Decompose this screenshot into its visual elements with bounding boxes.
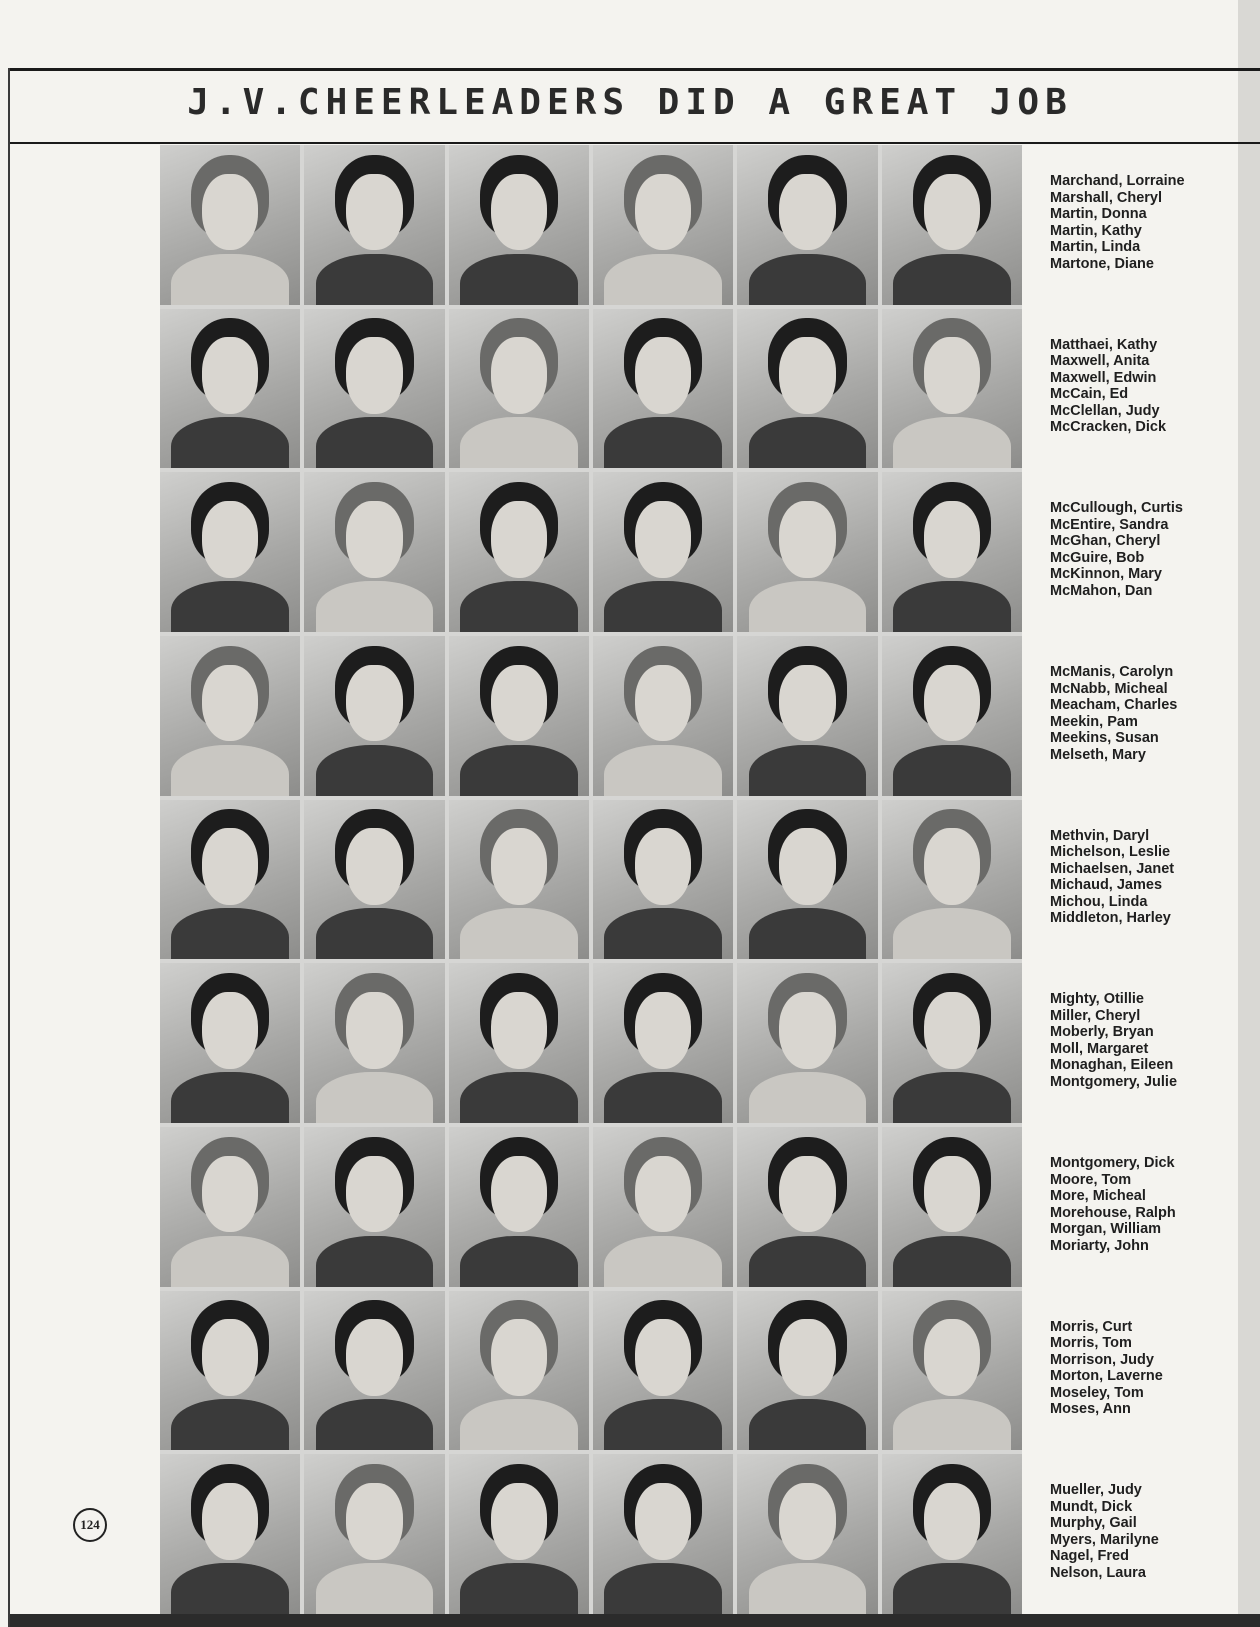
student-portrait: [304, 963, 444, 1123]
student-portrait: [737, 800, 877, 960]
student-portrait: [304, 636, 444, 796]
page-title: J.V.CHEERLEADERS DID A GREAT JOB: [187, 82, 1073, 123]
portrait-body: [171, 581, 289, 632]
row-name-list: [1050, 991, 1240, 1090]
student-name: McCracken, Dick: [1050, 419, 1167, 436]
portrait-body: [604, 581, 722, 632]
student-name: Montgomery, Dick: [1050, 1155, 1175, 1171]
portrait-face: [346, 501, 402, 578]
page-right-edge: [1238, 0, 1260, 1627]
portrait-face: [924, 1319, 980, 1396]
student-portrait: [449, 472, 589, 632]
portrait-body: [316, 417, 434, 468]
page-number: 124: [73, 1508, 107, 1542]
student-portrait: [160, 800, 300, 960]
portrait-face: [779, 1156, 835, 1233]
student-name: Murphy, Gail: [1050, 1515, 1137, 1532]
student-name: Michaud, James: [1050, 877, 1163, 894]
student-portrait: [737, 309, 877, 469]
student-name: McCain, Ed: [1050, 386, 1129, 403]
portrait-body: [604, 1563, 722, 1614]
portrait-body: [171, 1399, 289, 1450]
student-name: McMahon, Dan: [1050, 582, 1153, 599]
student-portrait: [737, 963, 877, 1123]
row-name-list: [1050, 500, 1240, 599]
student-name: Meacham, Charles: [1050, 697, 1178, 713]
portrait-body: [893, 1563, 1011, 1614]
portrait-grid: [160, 145, 1022, 1614]
student-name: Mueller, Judy: [1050, 1482, 1142, 1499]
portrait-face: [924, 828, 980, 905]
student-name: Miller, Cheryl: [1050, 1007, 1141, 1024]
portrait-face: [491, 501, 547, 578]
portrait-face: [924, 1483, 980, 1560]
student-name: Martin, Kathy: [1050, 222, 1142, 239]
portrait-body: [893, 908, 1011, 959]
student-name: Morehouse, Ralph: [1050, 1204, 1176, 1221]
student-name: Maxwell, Anita: [1050, 353, 1150, 370]
student-name: McManis, Carolyn: [1050, 664, 1174, 680]
student-portrait: [737, 1291, 877, 1451]
student-name: Methvin, Daryl: [1050, 827, 1150, 844]
portrait-body: [749, 1072, 867, 1123]
portrait-face: [202, 828, 258, 905]
portrait-body: [171, 1072, 289, 1123]
portrait-body: [460, 1399, 578, 1450]
portrait-face: [202, 1156, 258, 1233]
portrait-face: [635, 1483, 691, 1560]
portrait-face: [202, 1319, 258, 1396]
row-name-list: [1050, 173, 1240, 272]
student-portrait: [593, 800, 733, 960]
portrait-face: [202, 1483, 258, 1560]
student-portrait: [160, 963, 300, 1123]
portrait-body: [749, 1399, 867, 1450]
student-portrait: [304, 1291, 444, 1451]
student-name: Matthaei, Kathy: [1050, 336, 1158, 353]
student-portrait: [304, 1454, 444, 1614]
portrait-face: [202, 665, 258, 742]
portrait-face: [924, 992, 980, 1069]
student-portrait: [304, 472, 444, 632]
student-portrait: [449, 1127, 589, 1287]
portrait-face: [491, 828, 547, 905]
student-portrait: [160, 145, 300, 305]
student-name: Meekin, Pam: [1050, 713, 1138, 730]
student-name: Melseth, Mary: [1050, 746, 1146, 763]
student-name: Myers, Marilyne: [1050, 1531, 1159, 1548]
student-name: Martin, Linda: [1050, 239, 1141, 255]
portrait-body: [893, 1236, 1011, 1287]
student-portrait: [593, 636, 733, 796]
student-portrait: [160, 1127, 300, 1287]
portrait-face: [491, 337, 547, 414]
portrait-face: [635, 501, 691, 578]
student-name: Marshall, Cheryl: [1050, 189, 1163, 206]
portrait-face: [924, 1156, 980, 1233]
student-name: McGhan, Cheryl: [1050, 533, 1161, 550]
portrait-body: [460, 1236, 578, 1287]
student-portrait: [882, 963, 1022, 1123]
portrait-body: [171, 254, 289, 305]
portrait-body: [460, 581, 578, 632]
student-portrait: [160, 1454, 300, 1614]
student-name: Mundt, Dick: [1050, 1498, 1133, 1515]
portrait-face: [924, 337, 980, 414]
portrait-face: [346, 174, 402, 251]
portrait-face: [779, 501, 835, 578]
portrait-body: [604, 254, 722, 305]
portrait-face: [635, 337, 691, 414]
student-name: Morton, Laverne: [1050, 1368, 1163, 1385]
portrait-face: [635, 174, 691, 251]
portrait-body: [749, 908, 867, 959]
student-portrait: [737, 1454, 877, 1614]
portrait-body: [604, 908, 722, 959]
portrait-face: [491, 665, 547, 742]
page-left-edge: [8, 68, 10, 1627]
portrait-body: [893, 581, 1011, 632]
page-bottom-shadow: [10, 1614, 1260, 1627]
portrait-face: [346, 337, 402, 414]
portrait-body: [316, 745, 434, 796]
student-portrait: [882, 145, 1022, 305]
portrait-body: [749, 254, 867, 305]
portrait-face: [779, 1483, 835, 1560]
portrait-body: [604, 1399, 722, 1450]
student-portrait: [882, 1127, 1022, 1287]
student-name: Middleton, Harley: [1050, 910, 1171, 927]
student-portrait: [593, 1291, 733, 1451]
row-name-list: [1050, 1482, 1240, 1581]
portrait-body: [749, 581, 867, 632]
portrait-body: [316, 1236, 434, 1287]
student-portrait: [593, 963, 733, 1123]
portrait-face: [491, 1319, 547, 1396]
portrait-body: [460, 908, 578, 959]
portrait-face: [346, 1319, 402, 1396]
portrait-face: [346, 665, 402, 742]
student-portrait: [160, 636, 300, 796]
student-portrait: [160, 472, 300, 632]
portrait-body: [460, 417, 578, 468]
student-name: More, Micheal: [1050, 1188, 1146, 1204]
portrait-body: [893, 417, 1011, 468]
student-name: Morris, Curt: [1050, 1318, 1133, 1335]
portrait-body: [604, 745, 722, 796]
student-portrait: [593, 1127, 733, 1287]
student-name: McEntire, Sandra: [1050, 516, 1169, 533]
student-portrait: [304, 1127, 444, 1287]
row-name-list: [1050, 337, 1240, 436]
title-bottom-rule: [10, 142, 1260, 144]
portrait-face: [202, 174, 258, 251]
student-name: Nelson, Laura: [1050, 1564, 1146, 1581]
student-portrait: [304, 800, 444, 960]
portrait-body: [893, 745, 1011, 796]
student-name: Mighty, Otillie: [1050, 991, 1144, 1008]
student-name: Michou, Linda: [1050, 893, 1148, 910]
portrait-body: [316, 908, 434, 959]
student-portrait: [449, 963, 589, 1123]
row-name-list: [1050, 828, 1240, 927]
student-name: Moore, Tom: [1050, 1171, 1132, 1188]
row-name-list: [1050, 1319, 1240, 1418]
portrait-face: [635, 828, 691, 905]
student-name: Marchand, Lorraine: [1050, 173, 1185, 189]
portrait-body: [171, 745, 289, 796]
student-portrait: [449, 145, 589, 305]
student-portrait: [737, 472, 877, 632]
student-name: Martin, Donna: [1050, 206, 1147, 222]
portrait-body: [171, 1236, 289, 1287]
student-name: Monaghan, Eileen: [1050, 1057, 1174, 1074]
student-name: Montgomery, Julie: [1050, 1073, 1178, 1090]
student-name: Meekins, Susan: [1050, 730, 1159, 746]
student-name: Morris, Tom: [1050, 1335, 1132, 1352]
portrait-face: [779, 665, 835, 742]
student-portrait: [593, 309, 733, 469]
portrait-face: [635, 665, 691, 742]
portrait-body: [316, 581, 434, 632]
student-portrait: [449, 1291, 589, 1451]
portrait-body: [460, 745, 578, 796]
student-portrait: [304, 309, 444, 469]
portrait-face: [491, 174, 547, 251]
portrait-body: [460, 254, 578, 305]
student-name: Morgan, William: [1050, 1221, 1162, 1237]
portrait-body: [171, 1563, 289, 1614]
portrait-face: [635, 1156, 691, 1233]
student-portrait: [882, 472, 1022, 632]
portrait-body: [316, 254, 434, 305]
portrait-face: [779, 1319, 835, 1396]
student-portrait: [593, 1454, 733, 1614]
student-name: McKinnon, Mary: [1050, 566, 1162, 583]
student-name: Morrison, Judy: [1050, 1351, 1154, 1368]
portrait-body: [460, 1072, 578, 1123]
row-name-list: [1050, 664, 1240, 763]
student-name: Moses, Ann: [1050, 1401, 1131, 1418]
portrait-body: [604, 1236, 722, 1287]
portrait-body: [893, 254, 1011, 305]
student-name: Michaelsen, Janet: [1050, 860, 1175, 877]
student-portrait: [882, 309, 1022, 469]
student-name: Maxwell, Edwin: [1050, 369, 1157, 386]
student-name: Martone, Diane: [1050, 255, 1154, 272]
portrait-face: [924, 174, 980, 251]
portrait-face: [779, 828, 835, 905]
portrait-body: [749, 1563, 867, 1614]
student-name: Michelson, Leslie: [1050, 844, 1171, 861]
portrait-face: [346, 1483, 402, 1560]
portrait-face: [635, 1319, 691, 1396]
student-portrait: [593, 472, 733, 632]
portrait-face: [779, 992, 835, 1069]
portrait-face: [346, 992, 402, 1069]
student-portrait: [737, 1127, 877, 1287]
student-name: McCullough, Curtis: [1050, 500, 1183, 517]
portrait-body: [893, 1072, 1011, 1123]
student-name: Moseley, Tom: [1050, 1384, 1144, 1401]
portrait-face: [779, 174, 835, 251]
portrait-face: [346, 828, 402, 905]
student-portrait: [449, 800, 589, 960]
student-portrait: [737, 145, 877, 305]
student-portrait: [160, 309, 300, 469]
portrait-face: [491, 992, 547, 1069]
student-portrait: [882, 1454, 1022, 1614]
portrait-face: [779, 337, 835, 414]
portrait-body: [604, 1072, 722, 1123]
portrait-face: [346, 1156, 402, 1233]
student-portrait: [882, 800, 1022, 960]
student-name: Moriarty, John: [1050, 1237, 1149, 1254]
student-name: Nagel, Fred: [1050, 1548, 1129, 1565]
student-name: McNabb, Micheal: [1050, 680, 1168, 697]
row-name-list: [1050, 1155, 1240, 1254]
student-portrait: [449, 636, 589, 796]
student-portrait: [449, 309, 589, 469]
student-name: McClellan, Judy: [1050, 402, 1160, 419]
portrait-body: [171, 908, 289, 959]
title-top-rule: [10, 68, 1260, 71]
portrait-face: [202, 337, 258, 414]
portrait-body: [749, 417, 867, 468]
portrait-face: [635, 992, 691, 1069]
portrait-face: [202, 992, 258, 1069]
portrait-face: [491, 1483, 547, 1560]
student-name: McGuire, Bob: [1050, 549, 1145, 566]
portrait-face: [924, 501, 980, 578]
student-portrait: [449, 1454, 589, 1614]
student-portrait: [882, 1291, 1022, 1451]
student-portrait: [882, 636, 1022, 796]
portrait-face: [202, 501, 258, 578]
portrait-face: [491, 1156, 547, 1233]
student-name: Moll, Margaret: [1050, 1040, 1149, 1057]
student-portrait: [593, 145, 733, 305]
portrait-body: [749, 745, 867, 796]
portrait-face: [924, 665, 980, 742]
portrait-body: [171, 417, 289, 468]
portrait-body: [893, 1399, 1011, 1450]
portrait-body: [316, 1399, 434, 1450]
student-portrait: [737, 636, 877, 796]
portrait-body: [604, 417, 722, 468]
student-portrait: [160, 1291, 300, 1451]
portrait-body: [316, 1072, 434, 1123]
student-name: Moberly, Bryan: [1050, 1024, 1154, 1041]
student-portrait: [304, 145, 444, 305]
portrait-body: [749, 1236, 867, 1287]
portrait-body: [460, 1563, 578, 1614]
portrait-body: [316, 1563, 434, 1614]
